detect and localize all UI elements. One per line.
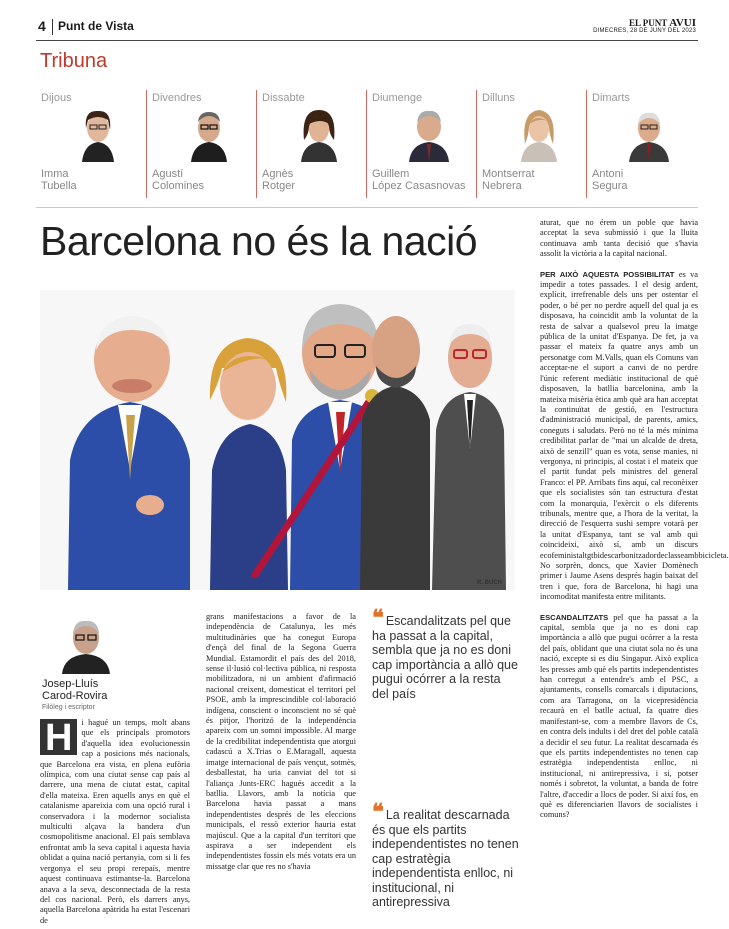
columnist-name — [482, 168, 535, 192]
columnist-dijous[interactable] — [36, 90, 146, 198]
article-column-1 — [40, 717, 190, 925]
author-last-name: Carod-Rovira — [42, 690, 108, 702]
quote-mark-icon: ❝ — [372, 799, 384, 824]
paragraph-lead: PER AIXÒ AQUESTA POSSIBILITAT — [540, 269, 675, 279]
article-headline: Barcelona no és la nació — [40, 218, 478, 264]
illustration-credit: R. BUCH — [477, 580, 502, 586]
columnist-portrait — [405, 104, 453, 162]
day-name: Dissabte — [262, 92, 305, 104]
newspaper-brand: AVUI — [669, 17, 696, 29]
columnist-portrait — [625, 104, 673, 162]
tribuna-label: Tribuna — [40, 50, 108, 72]
columnist-dimarts[interactable] — [586, 90, 696, 198]
divider — [36, 207, 698, 208]
caricature-illustration — [40, 290, 515, 590]
author-first: Imma — [41, 168, 69, 180]
columnist-name — [41, 168, 77, 192]
quote-text: La realitat descarnada és que els partits independentistes no tenen cap estratègia independentista enlloc, ni institucional, ni antirepressiva — [372, 808, 519, 909]
paragraph-text: pel que ha passat a la capital, sembla que ja no es doni cap importància a allò que pugui ocórrer a la resta del país, oblidant que una ciutat sola no és una nació, excepte si es diu Singapur. Això explica les presses amb què els partits independentistes han corregut a entendre's amb el PSC, a ajuntaments, consells comarcals i diputacions, com ara Tarragona, on la vicepresidència recaurà en el batlle actual, fa quatre dies manifestant-se, com a membre llavors de Cs, en contra dels indults i del dret del poble català a decidir el seu futur. La realitat descarnada és que els partits independentistes no tenen cap estratègia independentista enlloc, ni institucional, ni antirepressiva, i si, potser només i sobretot, la voluntat, a banda de fotre l'altre, d'accedir a llocs de poder. Si així fos, en què es diferenciarien llavors de socialistes i comuns? — [540, 612, 698, 820]
article-paragraph: grans manifestacions a favor de la independència de Catalunya, les més multitudinàries que ha conegut Europa d'ençà del final de la Segona Guerra Mundial. Estamordit el país des del 2018, sense il·lusió col·lectiva pública, ni resposta mobilitzadora, ni un ambient d'afirmació nacional creixent, domesticat el territori pel PSOE, amb la imprescindible col·laboració indígena, conscient o inconscient no sé què és pitjor, l'horitzó de la independència apareix com un somni impossible. Al marge de la credibilitat independentista que atorgui cadascú a X.Trias o E.Maragall, aquesta imatge internacional de país vençut, sotmès, desballestat, ha uria canviat del tot si l'aliança Junts-ERC hagués accedit a la batllia. Llavors, amb la notícia que Barcelona havia passat a mans independentistes després de les eleccions municipals, el ressò exterior hauria estat majúscul. Que a la capital d'un territori que aspirava a ser independent els independentistes fossin els més votats era un missatge clar que res no s'havia — [206, 612, 356, 871]
paragraph-text: i hagué un temps, molt abans que els principals promotors d'aquella idea evolucionessin cap a posicions més nacionals, que Barcelona era vista, en plena eufòria olímpica, com una ciutat sense cap país al darrere, una mena de ciutat estat, capital d'ella mateixa. Eren aquells anys en què el catalanisme apareixia com una opció rural i conservadora i la modernor socialista multiculti alçava la bandera d'un cosmopolitisme anacional. El país semblava enfrontat amb la seva capital i aquesta havia oblidat a quina nació pertanyia, com si li fes vergonya el seu propi rerepaís, mentre aquest continuava estimantse-la. Barcelona anava a la seva, desconnectada de la resta del cos nacional. Però, els darrers anys, aquella Barcelona apàtrida ha estat l'escenari de — [40, 718, 190, 925]
author-first: Agustí — [152, 168, 184, 180]
article-column-1-top — [118, 614, 190, 718]
day-name: Diumenge — [372, 92, 423, 104]
columnist-name — [152, 168, 204, 192]
day-name: Divendres — [152, 92, 202, 104]
columnist-portrait — [74, 104, 122, 162]
author-first: Agnès — [262, 168, 294, 180]
pull-quote-2 — [372, 799, 520, 910]
figure-woman — [210, 338, 288, 590]
author-first-name: Josep-Lluís — [42, 678, 99, 690]
columnist-divendres[interactable] — [146, 90, 256, 198]
author-role: Filòleg i escriptor — [42, 704, 95, 711]
day-name: Dilluns — [482, 92, 516, 104]
section-title: Punt de Vista — [58, 19, 134, 33]
article-paragraph: aturat, que no érem un poble que havia acceptat la seva submissió i que la lluita continuava amb tanta decisió que s'havia assolit la victòria a la capital nacional. — [540, 218, 698, 259]
day-name: Dimarts — [592, 92, 630, 104]
article-paragraph — [540, 269, 729, 603]
header-rule — [36, 40, 698, 41]
quote-mark-icon: ❝ — [372, 605, 384, 630]
columnist-portrait — [295, 104, 343, 162]
paragraph-text: es va impedir a totes passades. I el desig ardent, explícit, irrefrenable dels uns per ostentar el poder, o bé per no perdre aquell del qual ja es disposava, ha coincidit amb la voluntat de la resta de salvar a qualsevol preu la imatge pública de la unitat d'Espanya. De fet, ja va passar el mateix fa quatre anys amb un personatge com M.Valls, quan els Comuns van acceptar-ne el suport a canvi de no perdre l'únic referent mediàtic institucional de què disposaven, la batllia barcelonina, amb la mateixa misèria ètica amb què ara han acceptat la continuïtat de gestió, en l'estructura d'administració municipal, de parents, amics, coneguts i saludats. Però no té la més mínima credibilitat parlar de "mai un alcalde de dreta, això de senzill" quan es vota, sense manies, ni vergonya, ni principis, al costat i el mateix que el partit fundat pels ministres del general Franco: el PP. Arribats fins aquí, cal reconèixer que els socialistes són tan estructura d'estat com la monarquia, l'exèrcit o els diferents tribunals, mentre que, a l'hora de la veritat, la direcció de l'esquerra sushi sempre votarà per la unitat d'Espanya, tant se val amb qui coincideixi, això sí, amb un discurs ecofeministaltgtbidescarbonitzadordeclasseambbicicleta. No sorprèn, doncs, que Xavier Domènech primer i Jaume Asens després hagin baixat del tren i que, fora de Barcelona, hi hagi una incomoditat manifesta entre militants. — [540, 269, 729, 602]
figure-left — [68, 316, 190, 590]
columnist-name — [262, 168, 295, 192]
columnist-portrait — [515, 104, 563, 162]
article-paragraph — [540, 613, 698, 821]
issue-date: DIMECRES, 28 DE JUNY DEL 2023 — [593, 28, 696, 34]
drop-cap: H — [40, 719, 77, 755]
columnist-diumenge[interactable] — [366, 90, 476, 198]
author-portrait — [58, 612, 114, 674]
author-last: Rotger — [262, 180, 296, 193]
quote-text: Escandalitzats pel que ha passat a la capital, sembla que ja no es doni cap importància a allò que pugui ocórrer a la resta del país — [372, 614, 518, 701]
columnist-dilluns[interactable] — [476, 90, 586, 198]
author-last: Tubella — [41, 180, 77, 193]
columnist-dissabte[interactable] — [256, 90, 366, 198]
author-first: Montserrat — [482, 168, 535, 180]
columnist-name — [372, 168, 466, 192]
author-first: Antoni — [592, 168, 624, 180]
article-column-4 — [540, 218, 729, 910]
columnist-portrait — [185, 104, 233, 162]
newspaper-prefix: EL PUNT — [628, 18, 668, 28]
article-column-2 — [206, 612, 356, 910]
author-first: Guillem — [372, 168, 410, 180]
author-last: López Casasnovas — [372, 180, 466, 193]
author-name — [42, 678, 107, 702]
caricature-drawing — [40, 290, 515, 590]
figure-right — [432, 324, 506, 590]
header-separator — [52, 19, 53, 35]
author-last: Segura — [592, 180, 628, 193]
columnist-name — [592, 168, 627, 192]
pull-quote-1 — [372, 605, 520, 701]
author-last: Nebrera — [482, 180, 522, 193]
weekly-columnists — [36, 90, 698, 198]
day-name: Dijous — [41, 92, 72, 104]
article-paragraph — [40, 718, 190, 926]
author-last: Colomines — [152, 180, 204, 193]
page-number: 4 — [38, 18, 46, 34]
paragraph-lead: ESCANDALITZATS — [540, 612, 609, 622]
